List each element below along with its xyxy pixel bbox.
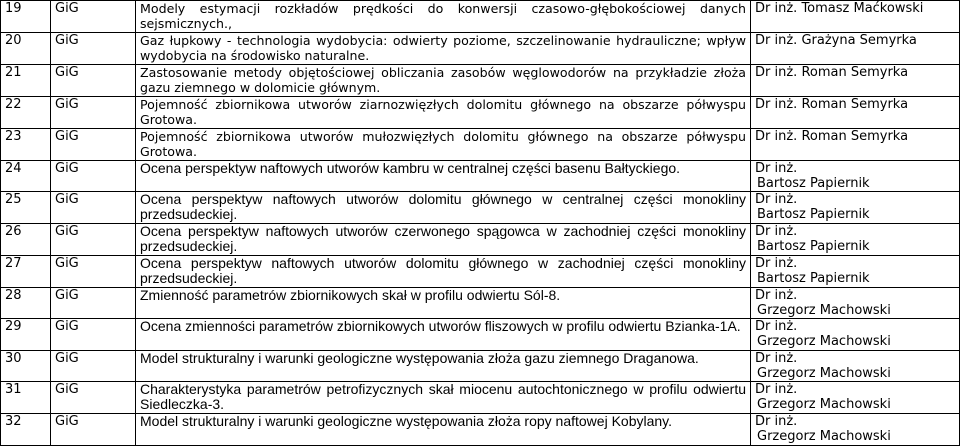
table-row (1, 1, 960, 33)
table-row (1, 319, 960, 351)
row-category: GiG (51, 161, 136, 192)
table-row (1, 414, 960, 446)
supervisor-name: Grzegorz Machowski (757, 366, 891, 381)
row-supervisor (751, 224, 960, 256)
table-row (1, 351, 960, 382)
supervisor-title: Dr inż. (755, 319, 798, 334)
table-row (1, 33, 960, 65)
row-number: 31 (1, 382, 51, 414)
row-number: 21 (1, 65, 51, 97)
row-number: 29 (1, 319, 51, 351)
table-row (1, 161, 960, 192)
table-row (1, 192, 960, 224)
table-body (1, 1, 960, 446)
row-category: GiG (51, 33, 136, 65)
row-topic: Pojemność zbiornikowa utworów mułozwięzłych dolomitu głównego na obszarze półwyspu Grotowa. (136, 129, 751, 161)
supervisor-title: Dr inż. (755, 288, 798, 303)
row-category: GiG (51, 414, 136, 446)
row-supervisor (751, 192, 960, 224)
supervisor-name: Bartosz Papiernik (757, 207, 870, 222)
supervisor-title: Dr inż. (755, 65, 798, 80)
supervisor-name: Grażyna Semyrka (801, 33, 917, 48)
row-number: 24 (1, 161, 51, 192)
row-topic: Gaz łupkowy - technologia wydobycia: odwierty poziome, szczelinowanie hydrauliczne; wpływ wydobycia na środowisko naturalne. (136, 33, 751, 65)
row-topic: Ocena perspektyw naftowych utworów dolomitu głównego w centralnej części monokliny przedsudeckiej. (136, 192, 751, 224)
row-number: 23 (1, 129, 51, 161)
row-category: GiG (51, 288, 136, 319)
supervisor-name: Bartosz Papiernik (757, 176, 870, 191)
row-supervisor (751, 382, 960, 414)
supervisor-title: Dr inż. (755, 161, 798, 176)
row-number: 20 (1, 33, 51, 65)
row-topic: Model strukturalny i warunki geologiczne występowania złoża gazu ziemnego Draganowa. (136, 351, 751, 382)
row-supervisor (751, 129, 960, 161)
row-number: 22 (1, 97, 51, 129)
row-number: 28 (1, 288, 51, 319)
row-topic: Charakterystyka parametrów petrofizycznych skał miocenu autochtonicznego w profilu odwiertu Siedleczka-3. (136, 382, 751, 414)
row-topic: Model strukturalny i warunki geologiczne występowania złoża ropy naftowej Kobylany. (136, 414, 751, 446)
supervisor-title: Dr inż. (755, 129, 798, 144)
table-row (1, 288, 960, 319)
row-topic: Ocena perspektyw naftowych utworów dolomitu głównego w zachodniej części monokliny przedsudeckiej. (136, 256, 751, 288)
row-topic: Modely estymacji rozkładów prędkości do konwersji czasowo-głębokościowej danych sejsmicznych., (136, 1, 751, 33)
row-supervisor (751, 97, 960, 129)
row-number: 25 (1, 192, 51, 224)
row-topic: Pojemność zbiornikowa utworów ziarnozwięzłych dolomitu głównego na obszarze półwyspu Grotowa. (136, 97, 751, 129)
row-category: GiG (51, 256, 136, 288)
row-category: GiG (51, 97, 136, 129)
row-category: GiG (51, 65, 136, 97)
row-topic: Zmienność parametrów zbiornikowych skał w profilu odwiertu Sól-8. (136, 288, 751, 319)
row-category: GiG (51, 1, 136, 33)
row-supervisor (751, 161, 960, 192)
supervisor-title: Dr inż. (755, 1, 798, 16)
table-row (1, 65, 960, 97)
supervisor-name: Bartosz Papiernik (757, 239, 870, 254)
row-number: 32 (1, 414, 51, 446)
supervisor-name: Roman Semyrka (801, 65, 909, 80)
row-supervisor (751, 65, 960, 97)
row-category: GiG (51, 192, 136, 224)
row-topic: Zastosowanie metody objętościowej obliczania zasobów węglowodorów na przykładzie złoża gazu ziemnego w dolomicie głównym. (136, 65, 751, 97)
table-row (1, 224, 960, 256)
supervisor-title: Dr inż. (755, 414, 798, 429)
row-topic: Ocena zmienności parametrów zbiornikowych utworów fliszowych w profilu odwiertu Bzianka-1A. (136, 319, 751, 351)
row-topic: Ocena perspektyw naftowych utworów czerwonego spągowca w zachodniej części monokliny przedsudeckiej. (136, 224, 751, 256)
row-supervisor (751, 288, 960, 319)
row-supervisor (751, 351, 960, 382)
supervisor-name: Grzegorz Machowski (757, 303, 891, 318)
table-row (1, 129, 960, 161)
row-supervisor (751, 1, 960, 33)
row-category: GiG (51, 382, 136, 414)
row-number: 19 (1, 1, 51, 33)
table-row (1, 97, 960, 129)
supervisor-title: Dr inż. (755, 97, 798, 112)
row-category: GiG (51, 129, 136, 161)
supervisor-title: Dr inż. (755, 256, 798, 271)
supervisor-title: Dr inż. (755, 192, 798, 207)
supervisor-name: Tomasz Maćkowski (801, 1, 924, 16)
supervisor-name: Grzegorz Machowski (757, 429, 891, 444)
supervisor-title: Dr inż. (755, 382, 798, 397)
row-category: GiG (51, 351, 136, 382)
row-number: 30 (1, 351, 51, 382)
row-category: GiG (51, 224, 136, 256)
row-number: 27 (1, 256, 51, 288)
row-supervisor (751, 33, 960, 65)
table-row (1, 382, 960, 414)
row-supervisor (751, 414, 960, 446)
row-category: GiG (51, 319, 136, 351)
supervisor-title: Dr inż. (755, 33, 798, 48)
row-topic: Ocena perspektyw naftowych utworów kambru w centralnej części basenu Bałtyckiego. (136, 161, 751, 192)
table-row (1, 256, 960, 288)
row-supervisor (751, 256, 960, 288)
supervisor-title: Dr inż. (755, 351, 798, 366)
row-number: 26 (1, 224, 51, 256)
supervisor-name: Roman Semyrka (801, 129, 909, 144)
supervisor-name: Bartosz Papiernik (757, 271, 870, 286)
supervisor-name: Grzegorz Machowski (757, 334, 891, 349)
supervisor-name: Grzegorz Machowski (757, 397, 891, 412)
supervisor-title: Dr inż. (755, 224, 798, 239)
supervisor-name: Roman Semyrka (801, 97, 909, 112)
row-supervisor (751, 319, 960, 351)
